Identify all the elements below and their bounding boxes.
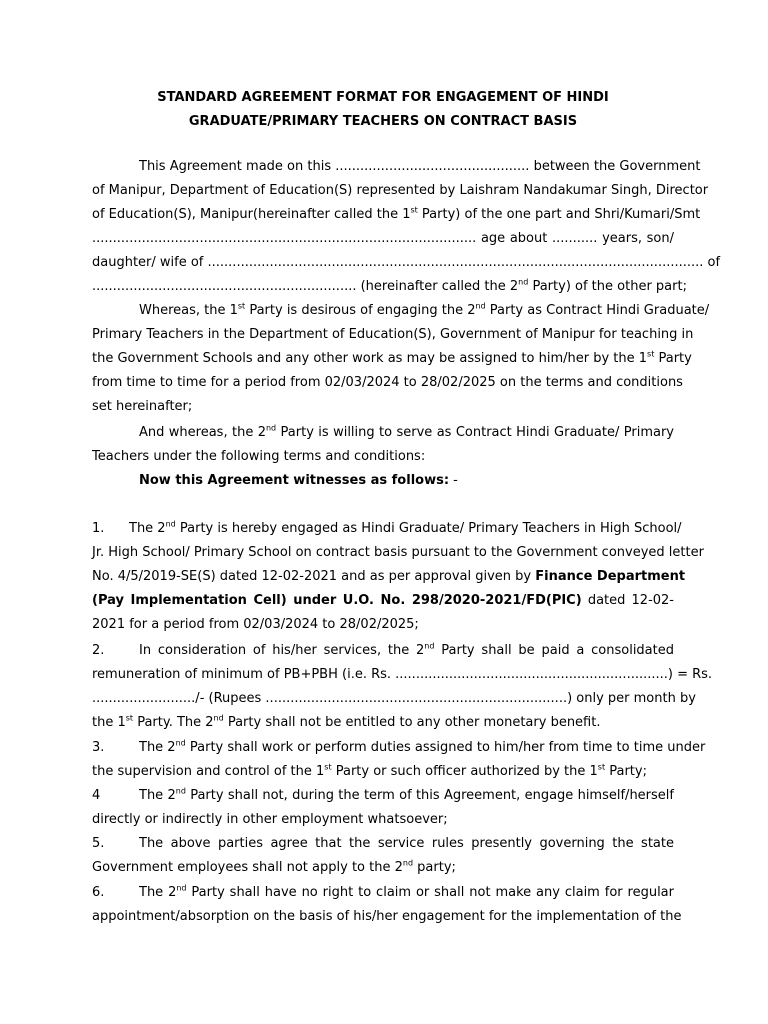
- preamble-line: ............................................................................................. age about ........... years, son/: [92, 231, 674, 246]
- clause-line: the 1st Party. The 2nd Party shall not be entitled to any other monetary benefit.: [92, 713, 601, 730]
- whereas-line: from time to time for a period from 02/03/2024 to 28/02/2025 on the terms and conditions: [92, 375, 683, 390]
- clause-line: ........................./- (Rupees .........................................................................) only per month by: [92, 691, 696, 706]
- witness-heading: Now this Agreement witnesses as follows: -: [139, 473, 458, 488]
- clause-number: 2.: [92, 643, 105, 658]
- clause-line: In consideration of his/her services, the 2nd Party shall be paid a consolidated: [139, 641, 674, 658]
- clause-line: No. 4/5/2019-SE(S) dated 12-02-2021 and as per approval given by Finance Department: [92, 569, 686, 584]
- whereas-line: Whereas, the 1st Party is desirous of engaging the 2nd Party as Contract Hindi Graduate/: [139, 301, 710, 318]
- document-title-line-2: GRADUATE/PRIMARY TEACHERS ON CONTRACT BASIS: [188, 114, 578, 129]
- clause-number: 5.: [92, 836, 105, 851]
- clause-line: appointment/absorption on the basis of his/her engagement for the implementation of the: [92, 909, 682, 924]
- preamble-line: of Education(S), Manipur(hereinafter called the 1st Party) of the one part and Shri/Kumari/Smt: [92, 205, 701, 222]
- clause-line: Jr. High School/ Primary School on contract basis pursuant to the Government conveyed letter: [92, 545, 704, 560]
- preamble-line: of Manipur, Department of Education(S) represented by Laishram Nandakumar Singh, Director: [92, 183, 709, 198]
- preamble-line: ................................................................ (hereinafter called the 2nd Party) of the other part;: [92, 277, 687, 294]
- clause-line: The 2nd Party shall work or perform duties assigned to him/her from time to time under: [139, 738, 706, 755]
- clause-number: 1.: [92, 521, 105, 536]
- whereas-line: the Government Schools and any other work as may be assigned to him/her by the 1st Party: [92, 349, 692, 366]
- clause-line: The 2nd Party shall not, during the term of this Agreement, engage himself/herself: [139, 786, 674, 803]
- clause-line: The 2nd Party shall have no right to claim or shall not make any claim for regular: [139, 883, 674, 900]
- and-whereas-line: And whereas, the 2nd Party is willing to serve as Contract Hindi Graduate/ Primary: [139, 423, 674, 440]
- clause-line: The 2nd Party is hereby engaged as Hindi Graduate/ Primary Teachers in High School/: [129, 519, 682, 536]
- clause-number: 3.: [92, 740, 105, 755]
- clause-number: 6.: [92, 885, 105, 900]
- clause-line: Government employees shall not apply to the 2nd party;: [92, 858, 456, 875]
- clause-line: 2021 for a period from 02/03/2024 to 28/02/2025;: [92, 617, 419, 632]
- clause-line: remuneration of minimum of PB+PBH (i.e. Rs. ..................................................................) = Rs.: [92, 667, 713, 682]
- clause-line: directly or indirectly in other employment whatsoever;: [92, 812, 448, 827]
- clause-line: (Pay Implementation Cell) under U.O. No. 298/2020-2021/FD(PIC) dated 12-02-: [92, 593, 674, 608]
- whereas-line: set hereinafter;: [92, 399, 193, 414]
- clause-number: 4: [92, 788, 101, 803]
- document-title-line-1: STANDARD AGREEMENT FORMAT FOR ENGAGEMENT OF HINDI: [157, 90, 609, 105]
- clause-line: the supervision and control of the 1st Party or such officer authorized by the 1st Party;: [92, 762, 647, 779]
- preamble-line: daughter/ wife of ........................................................................................................................ of: [92, 255, 721, 270]
- whereas-line: Primary Teachers in the Department of Education(S), Government of Manipur for teaching in: [92, 327, 694, 342]
- clause-line: The above parties agree that the service rules presently governing the state: [139, 836, 674, 851]
- and-whereas-line: Teachers under the following terms and conditions:: [92, 449, 426, 464]
- preamble-line: This Agreement made on this ............................................... between the Government: [139, 159, 701, 174]
